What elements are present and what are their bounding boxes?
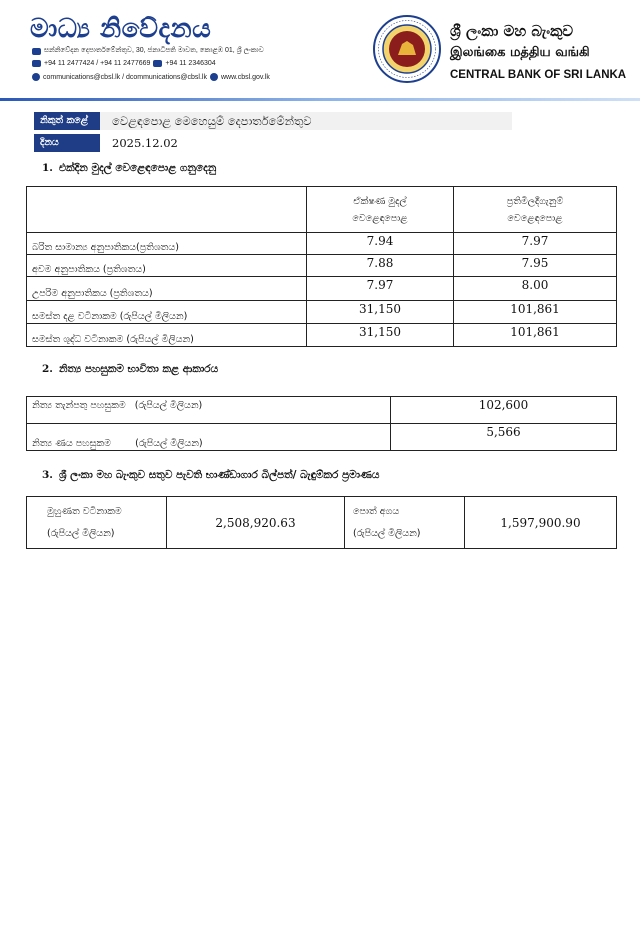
call-money-value: 7.88 <box>307 255 454 277</box>
row-label: නිත්‍ය තැන්පතු පහසුකම (රුපියල් මිලියන) <box>27 397 391 424</box>
book-value-label-line2: (රුපියල් මිලියන) <box>353 527 421 539</box>
page-header <box>0 0 640 100</box>
media-release-title: මාධ්‍ය නිවේදනය <box>30 14 212 44</box>
repo-value: 7.97 <box>454 233 617 255</box>
bank-name-sinhala: ශ්‍රී ලංකා මහ බැංකුව <box>450 22 574 40</box>
call-money-value: 7.94 <box>307 233 454 255</box>
table-header-row <box>27 187 617 233</box>
section-3-number: 3. <box>42 469 53 481</box>
face-value: 2,508,920.63 <box>167 497 345 549</box>
table-row <box>27 397 617 424</box>
facility-value: 102,600 <box>391 397 617 424</box>
table-row <box>27 497 617 549</box>
row-label: උපරිම අනුපාතිකය (ප්‍රතිශතය) <box>27 277 307 301</box>
call-money-value: 31,150 <box>307 301 454 324</box>
bank-name-english: CENTRAL BANK OF SRI LANKA <box>450 69 627 81</box>
issued-by-label: නිකුත් කළේ <box>34 112 100 130</box>
table-row <box>27 277 617 301</box>
section-3-title <box>42 469 379 482</box>
issued-by-value: වෙළඳපොළ මෙහෙයුම් දෙපාර්තමේන්තුව <box>100 112 512 130</box>
header-divider <box>0 98 640 101</box>
row-label: නිත්‍ය ණය පහසුකම (රුපියල් මිලියන) <box>27 424 391 451</box>
table-row <box>27 424 617 451</box>
repo-header <box>454 187 617 233</box>
repo-value: 101,861 <box>454 324 617 347</box>
facility-value: 5,566 <box>391 424 617 451</box>
face-value-label <box>27 497 167 549</box>
email-line <box>32 73 270 81</box>
empty-header-cell <box>27 187 307 233</box>
interbank-money-market-table <box>26 186 617 347</box>
bank-name-tamil: இலங்கை மத்திய வங்கி <box>450 45 590 60</box>
call-money-value: 7.97 <box>307 277 454 301</box>
table-row <box>27 324 617 347</box>
repo-header-line1: ප්‍රතිමිලදීගැනුම් <box>506 195 564 207</box>
table-row <box>27 233 617 255</box>
repo-value: 7.95 <box>454 255 617 277</box>
call-money-header-line2: වෙළෙඳපොළ <box>352 212 408 224</box>
book-value-label-line1: පොත් අගය <box>353 505 400 517</box>
repo-value: 101,861 <box>454 301 617 324</box>
central-bank-seal-logo <box>372 14 442 84</box>
call-money-header <box>307 187 454 233</box>
date-value: 2025.12.02 <box>100 134 512 152</box>
fax-text: +94 11 2346304 <box>165 60 216 67</box>
section-1-number: 1. <box>42 162 53 174</box>
row-label: අවම අනුපාතිකය (ප්‍රතිශතය) <box>27 255 307 277</box>
repo-value: 8.00 <box>454 277 617 301</box>
standing-facility-table <box>26 396 617 451</box>
book-value: 1,597,900.90 <box>465 497 617 549</box>
section-1-title <box>42 162 216 175</box>
call-money-value: 31,150 <box>307 324 454 347</box>
book-value-label <box>345 497 465 549</box>
fax-icon <box>153 60 162 67</box>
date-label: දිනය <box>34 134 100 152</box>
phone-line <box>32 60 216 67</box>
row-label: සමස්ත දළ වටිනාකම (රුපියල් මිලියන) <box>27 301 307 324</box>
section-1-title-text: එක්දින මුදල් වෙළෙඳපොළ ගනුදෙනු <box>58 162 217 174</box>
row-label: සමස්ත ශුද්ධ වටිනාකම (රුපියල් මිලියන) <box>27 324 307 347</box>
website-link[interactable]: www.cbsl.gov.lk <box>221 73 270 81</box>
repo-header-line2: වෙළෙඳපොළ <box>507 212 563 224</box>
globe-icon <box>210 73 218 81</box>
call-money-header-line1: ඒක්ෂණ මුදල් <box>353 195 407 207</box>
table-row <box>27 255 617 277</box>
section-2-number: 2. <box>42 363 53 375</box>
section-2-title <box>42 363 218 376</box>
email-text[interactable]: communications@cbsl.lk / dcommunications@cbsl.lk <box>43 73 207 81</box>
section-2-title-text: නිත්‍ය පහසුකම භාවිතා කළ ආකාරය <box>58 363 219 375</box>
face-value-label-line2: (රුපියල් මිලියන) <box>47 527 115 539</box>
face-value-label-line1: මුහුණත වටිනාකම <box>47 505 122 517</box>
phone-text: +94 11 2477424 / +94 11 2477669 <box>44 60 151 67</box>
address-line <box>32 47 264 55</box>
mail-icon <box>32 48 41 55</box>
treasury-holdings-table <box>26 496 617 549</box>
address-text: සන්නිවේදන දෙපාර්තමේන්තුව, 30, ජනාධිපති මාවත, කොළඹ 01, ශ්‍රී ලංකාව <box>44 47 264 54</box>
table-row <box>27 301 617 324</box>
at-icon <box>32 73 40 81</box>
row-label: බරිත සාමාන්‍ය අනුපාතිකය(ප්‍රතිශතය) <box>27 233 307 255</box>
section-3-title-text: ශ්‍රී ලංකා මහ බැංකුව සතුව පැවති භාණ්ඩාගාර බිල්පත්/ බැඳුම්කර ප්‍රමාණය <box>58 469 380 481</box>
phone-icon <box>32 60 41 67</box>
